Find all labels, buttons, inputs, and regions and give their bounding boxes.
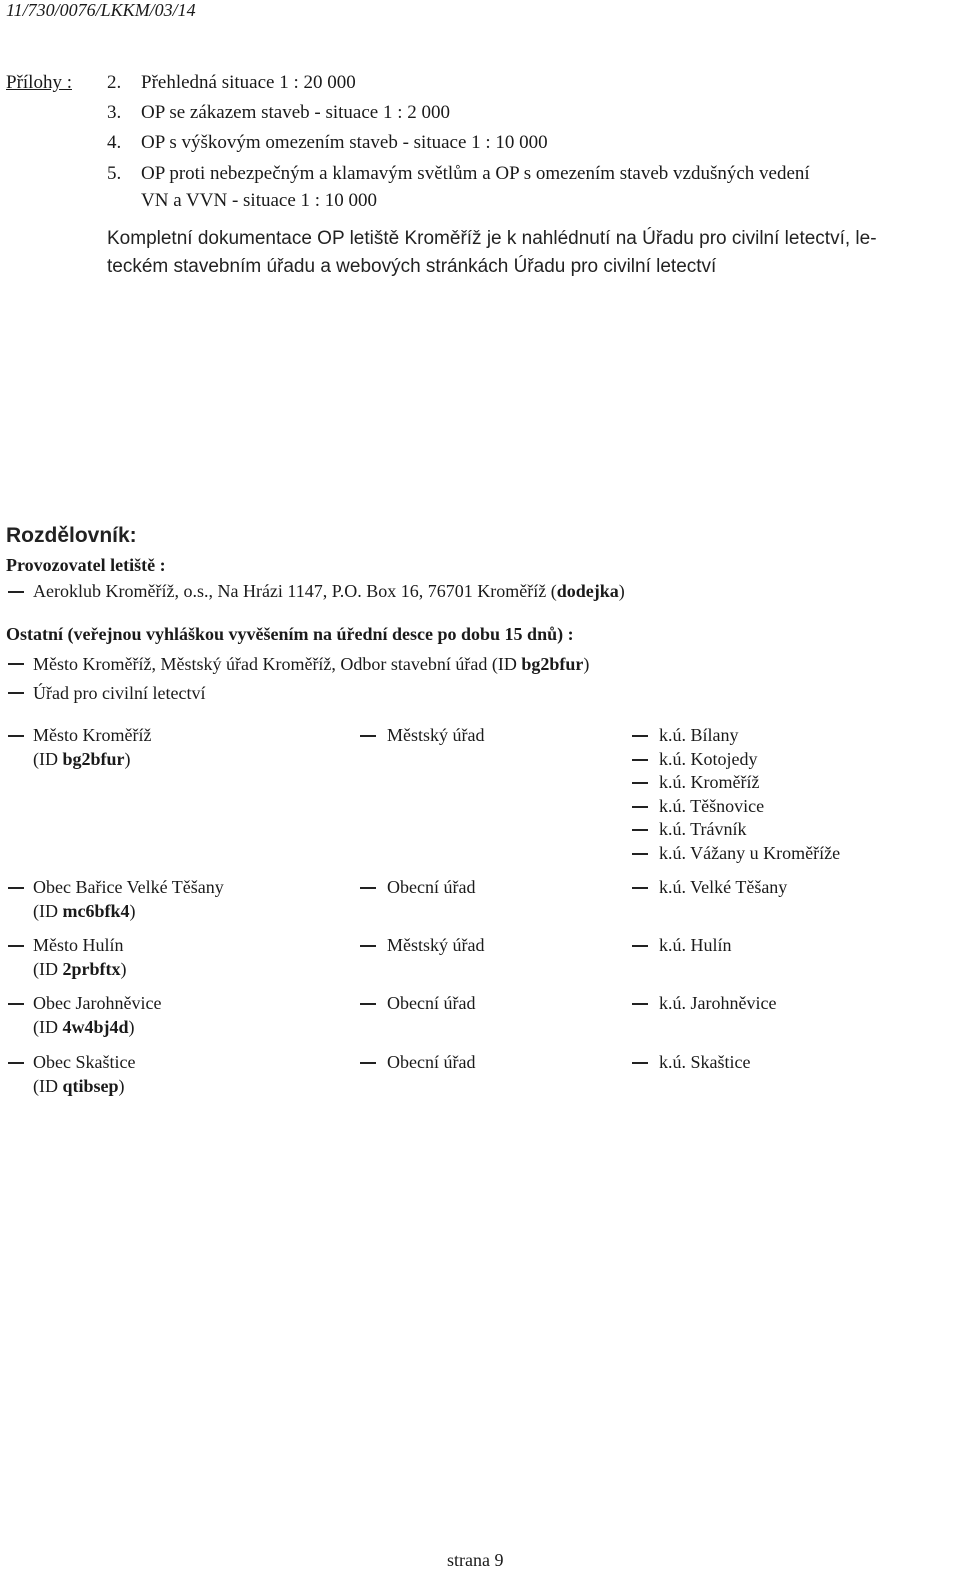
list-dash — [8, 735, 24, 737]
documentation-note-line: teckém stavebním úřadu a webových stránkách Úřadu pro civilní letectví — [107, 256, 717, 277]
recipient-name: Obec Jarohněvice — [33, 993, 162, 1013]
list-dash — [632, 945, 648, 947]
attachment-text: OP se zákazem staveb - situace 1 : 2 000 — [141, 102, 451, 123]
operator-heading: Provozovatel letiště : — [6, 555, 166, 575]
cadastral-area: k.ú. Těšnovice — [659, 796, 765, 816]
documentation-note-line: Kompletní dokumentace OP letiště Kroměříž je k nahlédnutí na Úřadu pro civilní letectví, le- — [107, 228, 877, 249]
recipient-office: Obecní úřad — [387, 993, 476, 1013]
cadastral-area: k.ú. Kroměříž — [659, 772, 760, 792]
recipient-office: Obecní úřad — [387, 1052, 476, 1072]
recipient-id: (ID bg2bfur) — [33, 749, 131, 769]
list-dash — [360, 735, 376, 737]
attachment-number: 2. — [107, 72, 122, 93]
attachment-text-continued: VN a VVN - situace 1 : 10 000 — [141, 190, 378, 211]
list-dash — [360, 945, 376, 947]
others-heading: Ostatní (veřejnou vyhláškou vyvěšením na úřední desce po dobu 15 dnů) : — [6, 624, 574, 644]
list-dash — [632, 853, 648, 855]
attachment-text: OP s výškovým omezením staveb - situace 1 : 10 000 — [141, 132, 548, 153]
cadastral-area: k.ú. Vážany u Kroměříže — [659, 843, 841, 863]
attachments-label: Přílohy : — [6, 72, 72, 93]
documentation-note — [107, 225, 957, 281]
list-dash — [8, 945, 24, 947]
list-dash — [360, 887, 376, 889]
recipient-name: Obec Skaštice — [33, 1052, 136, 1072]
recipient-id: (ID qtibsep) — [33, 1076, 125, 1096]
recipient-id: (ID 4w4bj4d) — [33, 1017, 135, 1037]
list-dash — [8, 887, 24, 889]
attachment-text: Přehledná situace 1 : 20 000 — [141, 72, 356, 93]
list-dash — [632, 782, 648, 784]
list-dash — [632, 887, 648, 889]
list-dash — [632, 735, 648, 737]
attachment-text: OP proti nebezpečným a klamavým světlům a OP s omezením staveb vzdušných vedení — [141, 163, 810, 184]
cadastral-area: k.ú. Kotojedy — [659, 749, 758, 769]
attachment-number: 5. — [107, 163, 122, 184]
cadastral-area: k.ú. Trávník — [659, 819, 747, 839]
list-dash — [632, 759, 648, 761]
page-number: strana 9 — [447, 1550, 504, 1570]
cadastral-area: k.ú. Velké Těšany — [659, 877, 788, 897]
list-dash — [8, 1003, 24, 1005]
recipient-office: Obecní úřad — [387, 877, 476, 897]
recipient-name: Obec Bařice Velké Těšany — [33, 877, 224, 897]
recipient-office: Městský úřad — [387, 935, 485, 955]
list-dash — [632, 1062, 648, 1064]
list-dash — [8, 591, 24, 593]
recipient-name: Město Hulín — [33, 935, 124, 955]
distribution-title: Rozdělovník: — [6, 524, 137, 547]
recipient-name: Město Kroměříž — [33, 725, 152, 745]
cadastral-area: k.ú. Jarohněvice — [659, 993, 777, 1013]
recipient-office: Městský úřad — [387, 725, 485, 745]
list-dash — [8, 663, 24, 665]
cadastral-area: k.ú. Hulín — [659, 935, 732, 955]
attachment-number: 3. — [107, 102, 122, 123]
list-dash — [360, 1003, 376, 1005]
others-entry: Město Kroměříž, Městský úřad Kroměříž, Odbor stavební úřad (ID bg2bfur) — [33, 654, 590, 674]
recipient-id: (ID 2prbftx) — [33, 959, 127, 979]
list-dash — [360, 1062, 376, 1064]
cadastral-area: k.ú. Bílany — [659, 725, 739, 745]
recipient-id: (ID mc6bfk4) — [33, 901, 136, 921]
list-dash — [632, 806, 648, 808]
cadastral-area: k.ú. Skaštice — [659, 1052, 751, 1072]
list-dash — [632, 1003, 648, 1005]
others-entry: Úřad pro civilní letectví — [33, 683, 206, 703]
operator-entry: Aeroklub Kroměříž, o.s., Na Hrázi 1147, P.O. Box 16, 76701 Kroměříž (dodejka) — [33, 581, 625, 601]
list-dash — [8, 1062, 24, 1064]
document-reference: 11/730/0076/LKKM/03/14 — [6, 0, 196, 20]
attachment-number: 4. — [107, 132, 122, 153]
list-dash — [8, 692, 24, 694]
list-dash — [632, 829, 648, 831]
